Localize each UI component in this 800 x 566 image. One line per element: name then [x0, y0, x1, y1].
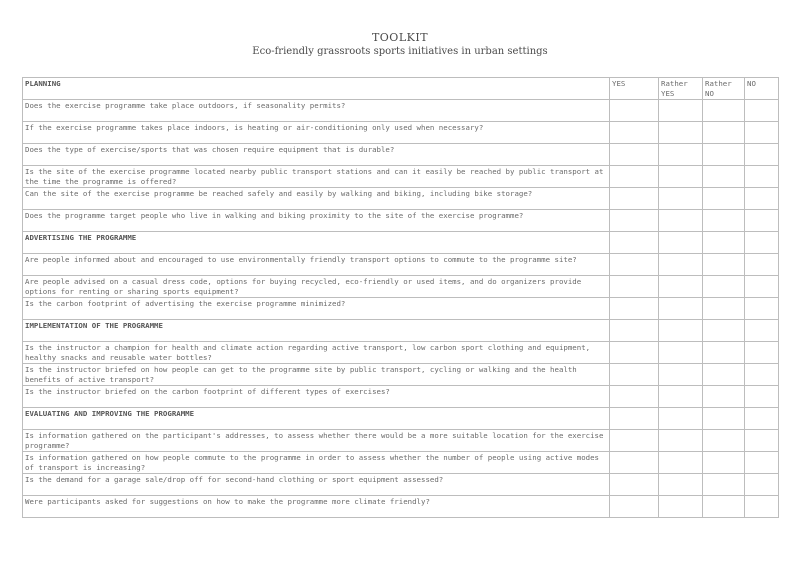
answer-cell-yes[interactable]: [610, 188, 659, 210]
answer-cell-rather-yes[interactable]: [659, 122, 703, 144]
answer-cell-rather-no[interactable]: [703, 298, 745, 320]
answer-cell-rather-no[interactable]: [703, 144, 745, 166]
toolkit-table: [22, 77, 779, 518]
section-heading: IMPLEMENTATION OF THE PROGRAMME: [23, 320, 610, 342]
question-text: Is the carbon footprint of advertising the exercise programme minimized?: [23, 298, 610, 320]
column-header-no: NO: [745, 78, 779, 100]
answer-cell-no[interactable]: [745, 298, 779, 320]
answer-cell-yes[interactable]: [610, 386, 659, 408]
section-header-row: [23, 320, 779, 342]
answer-cell-yes[interactable]: [610, 210, 659, 232]
section-header-row: [23, 78, 779, 100]
question-text: Is the site of the exercise programme located nearby public transport stations and can it easily be reached by public transport at the time the programme is offered?: [23, 166, 610, 188]
answer-cell-rather-no[interactable]: [703, 210, 745, 232]
answer-cell-no[interactable]: [745, 276, 779, 298]
answer-cell-yes[interactable]: [610, 166, 659, 188]
question-row: [23, 188, 779, 210]
question-text: Is the instructor briefed on the carbon footprint of different types of exercises?: [23, 386, 610, 408]
answer-cell-rather-no[interactable]: [703, 430, 745, 452]
question-text: Is the instructor a champion for health and climate action regarding active transport, low carbon sport clothing and equipment, healthy snacks and reusable water bottles?: [23, 342, 610, 364]
section-heading: PLANNING: [23, 78, 610, 100]
question-text: Does the programme target people who live in walking and biking proximity to the site of the exercise programme?: [23, 210, 610, 232]
question-text: Does the type of exercise/sports that was chosen require equipment that is durable?: [23, 144, 610, 166]
question-row: [23, 210, 779, 232]
answer-cell-no[interactable]: [745, 254, 779, 276]
question-text: Are people advised on a casual dress code, options for buying recycled, eco-friendly or used items, and do organizers provide options for renting or sharing sports equipment?: [23, 276, 610, 298]
answer-cell-rather-no[interactable]: [703, 188, 745, 210]
answer-cell-rather-no[interactable]: [703, 452, 745, 474]
question-row: [23, 122, 779, 144]
question-row: [23, 474, 779, 496]
answer-cell-rather-yes[interactable]: [659, 188, 703, 210]
question-text: Is information gathered on how people commute to the programme in order to assess whether the number of people using active modes of transport is increasing?: [23, 452, 610, 474]
answer-cell-rather-no[interactable]: [703, 166, 745, 188]
answer-cell-rather-yes[interactable]: [659, 452, 703, 474]
answer-cell-yes[interactable]: [610, 452, 659, 474]
question-text: Are people informed about and encouraged to use environmentally friendly transport options to commute to the programme site?: [23, 254, 610, 276]
question-row: [23, 364, 779, 386]
column-header-rather-yes: Rather YES: [659, 78, 703, 100]
answer-cell-yes[interactable]: [610, 496, 659, 518]
answer-cell-no[interactable]: [745, 386, 779, 408]
question-row: [23, 100, 779, 122]
answer-cell-yes[interactable]: [610, 144, 659, 166]
answer-cell-rather-yes[interactable]: [659, 210, 703, 232]
answer-cell-no[interactable]: [745, 100, 779, 122]
answer-cell-no[interactable]: [745, 496, 779, 518]
answer-cell-yes[interactable]: [610, 276, 659, 298]
answer-cell-no[interactable]: [745, 342, 779, 364]
answer-cell-no[interactable]: [745, 430, 779, 452]
question-text: Does the exercise programme take place outdoors, if seasonality permits?: [23, 100, 610, 122]
answer-cell-yes[interactable]: [610, 430, 659, 452]
answer-cell-yes[interactable]: [610, 122, 659, 144]
question-row: [23, 276, 779, 298]
answer-cell-rather-no[interactable]: [703, 474, 745, 496]
answer-cell-rather-yes[interactable]: [659, 254, 703, 276]
answer-cell-yes[interactable]: [610, 100, 659, 122]
answer-cell-yes[interactable]: [610, 254, 659, 276]
answer-cell-rather-yes[interactable]: [659, 474, 703, 496]
question-row: [23, 144, 779, 166]
answer-cell-no[interactable]: [745, 166, 779, 188]
answer-cell-no[interactable]: [745, 188, 779, 210]
answer-cell-rather-yes[interactable]: [659, 386, 703, 408]
question-text: Is the instructor briefed on how people can get to the programme site by public transport, cycling or walking and the health benefits of active transport?: [23, 364, 610, 386]
answer-cell-rather-yes[interactable]: [659, 276, 703, 298]
answer-cell-rather-yes[interactable]: [659, 166, 703, 188]
answer-cell-no[interactable]: [745, 144, 779, 166]
column-header-rather-no: Rather NO: [703, 78, 745, 100]
answer-cell-no[interactable]: [745, 210, 779, 232]
question-row: [23, 386, 779, 408]
answer-cell-no[interactable]: [745, 474, 779, 496]
question-row: [23, 342, 779, 364]
question-row: [23, 254, 779, 276]
answer-cell-rather-no[interactable]: [703, 364, 745, 386]
answer-cell-rather-no[interactable]: [703, 496, 745, 518]
answer-cell-rather-no[interactable]: [703, 276, 745, 298]
answer-cell-yes[interactable]: [610, 364, 659, 386]
answer-cell-rather-yes[interactable]: [659, 144, 703, 166]
answer-cell-rather-no[interactable]: [703, 254, 745, 276]
answer-cell-rather-yes[interactable]: [659, 364, 703, 386]
question-text: If the exercise programme takes place indoors, is heating or air-conditioning only used when necessary?: [23, 122, 610, 144]
answer-cell-rather-no[interactable]: [703, 342, 745, 364]
section-header-row: [23, 408, 779, 430]
question-row: [23, 298, 779, 320]
question-row: [23, 430, 779, 452]
answer-cell-rather-yes[interactable]: [659, 430, 703, 452]
question-text: Is the demand for a garage sale/drop off for second-hand clothing or sport equipment assessed?: [23, 474, 610, 496]
question-row: [23, 166, 779, 188]
answer-cell-rather-yes[interactable]: [659, 100, 703, 122]
answer-cell-yes[interactable]: [610, 474, 659, 496]
answer-cell-rather-yes[interactable]: [659, 342, 703, 364]
section-heading: EVALUATING AND IMPROVING THE PROGRAMME: [23, 408, 610, 430]
question-text: Is information gathered on the participant's addresses, to assess whether there would be a more suitable location for the exercise programme?: [23, 430, 610, 452]
section-header-row: [23, 232, 779, 254]
question-text: Were participants asked for suggestions on how to make the programme more climate friendly?: [23, 496, 610, 518]
answer-cell-rather-no[interactable]: [703, 122, 745, 144]
question-row: [23, 452, 779, 474]
answer-cell-rather-no[interactable]: [703, 100, 745, 122]
column-header-yes: YES: [610, 78, 659, 100]
question-text: Can the site of the exercise programme be reached safely and easily by walking and biking, including bike storage?: [23, 188, 610, 210]
document-subtitle: Eco-friendly grassroots sports initiatives in urban settings: [252, 46, 548, 57]
answer-cell-yes[interactable]: [610, 298, 659, 320]
answer-cell-no[interactable]: [745, 364, 779, 386]
answer-cell-rather-yes[interactable]: [659, 298, 703, 320]
answer-cell-no[interactable]: [745, 452, 779, 474]
answer-cell-rather-no[interactable]: [703, 386, 745, 408]
question-row: [23, 496, 779, 518]
document-title: TOOLKIT: [371, 31, 429, 44]
answer-cell-yes[interactable]: [610, 342, 659, 364]
answer-cell-rather-yes[interactable]: [659, 496, 703, 518]
section-heading: ADVERTISING THE PROGRAMME: [23, 232, 610, 254]
answer-cell-no[interactable]: [745, 122, 779, 144]
